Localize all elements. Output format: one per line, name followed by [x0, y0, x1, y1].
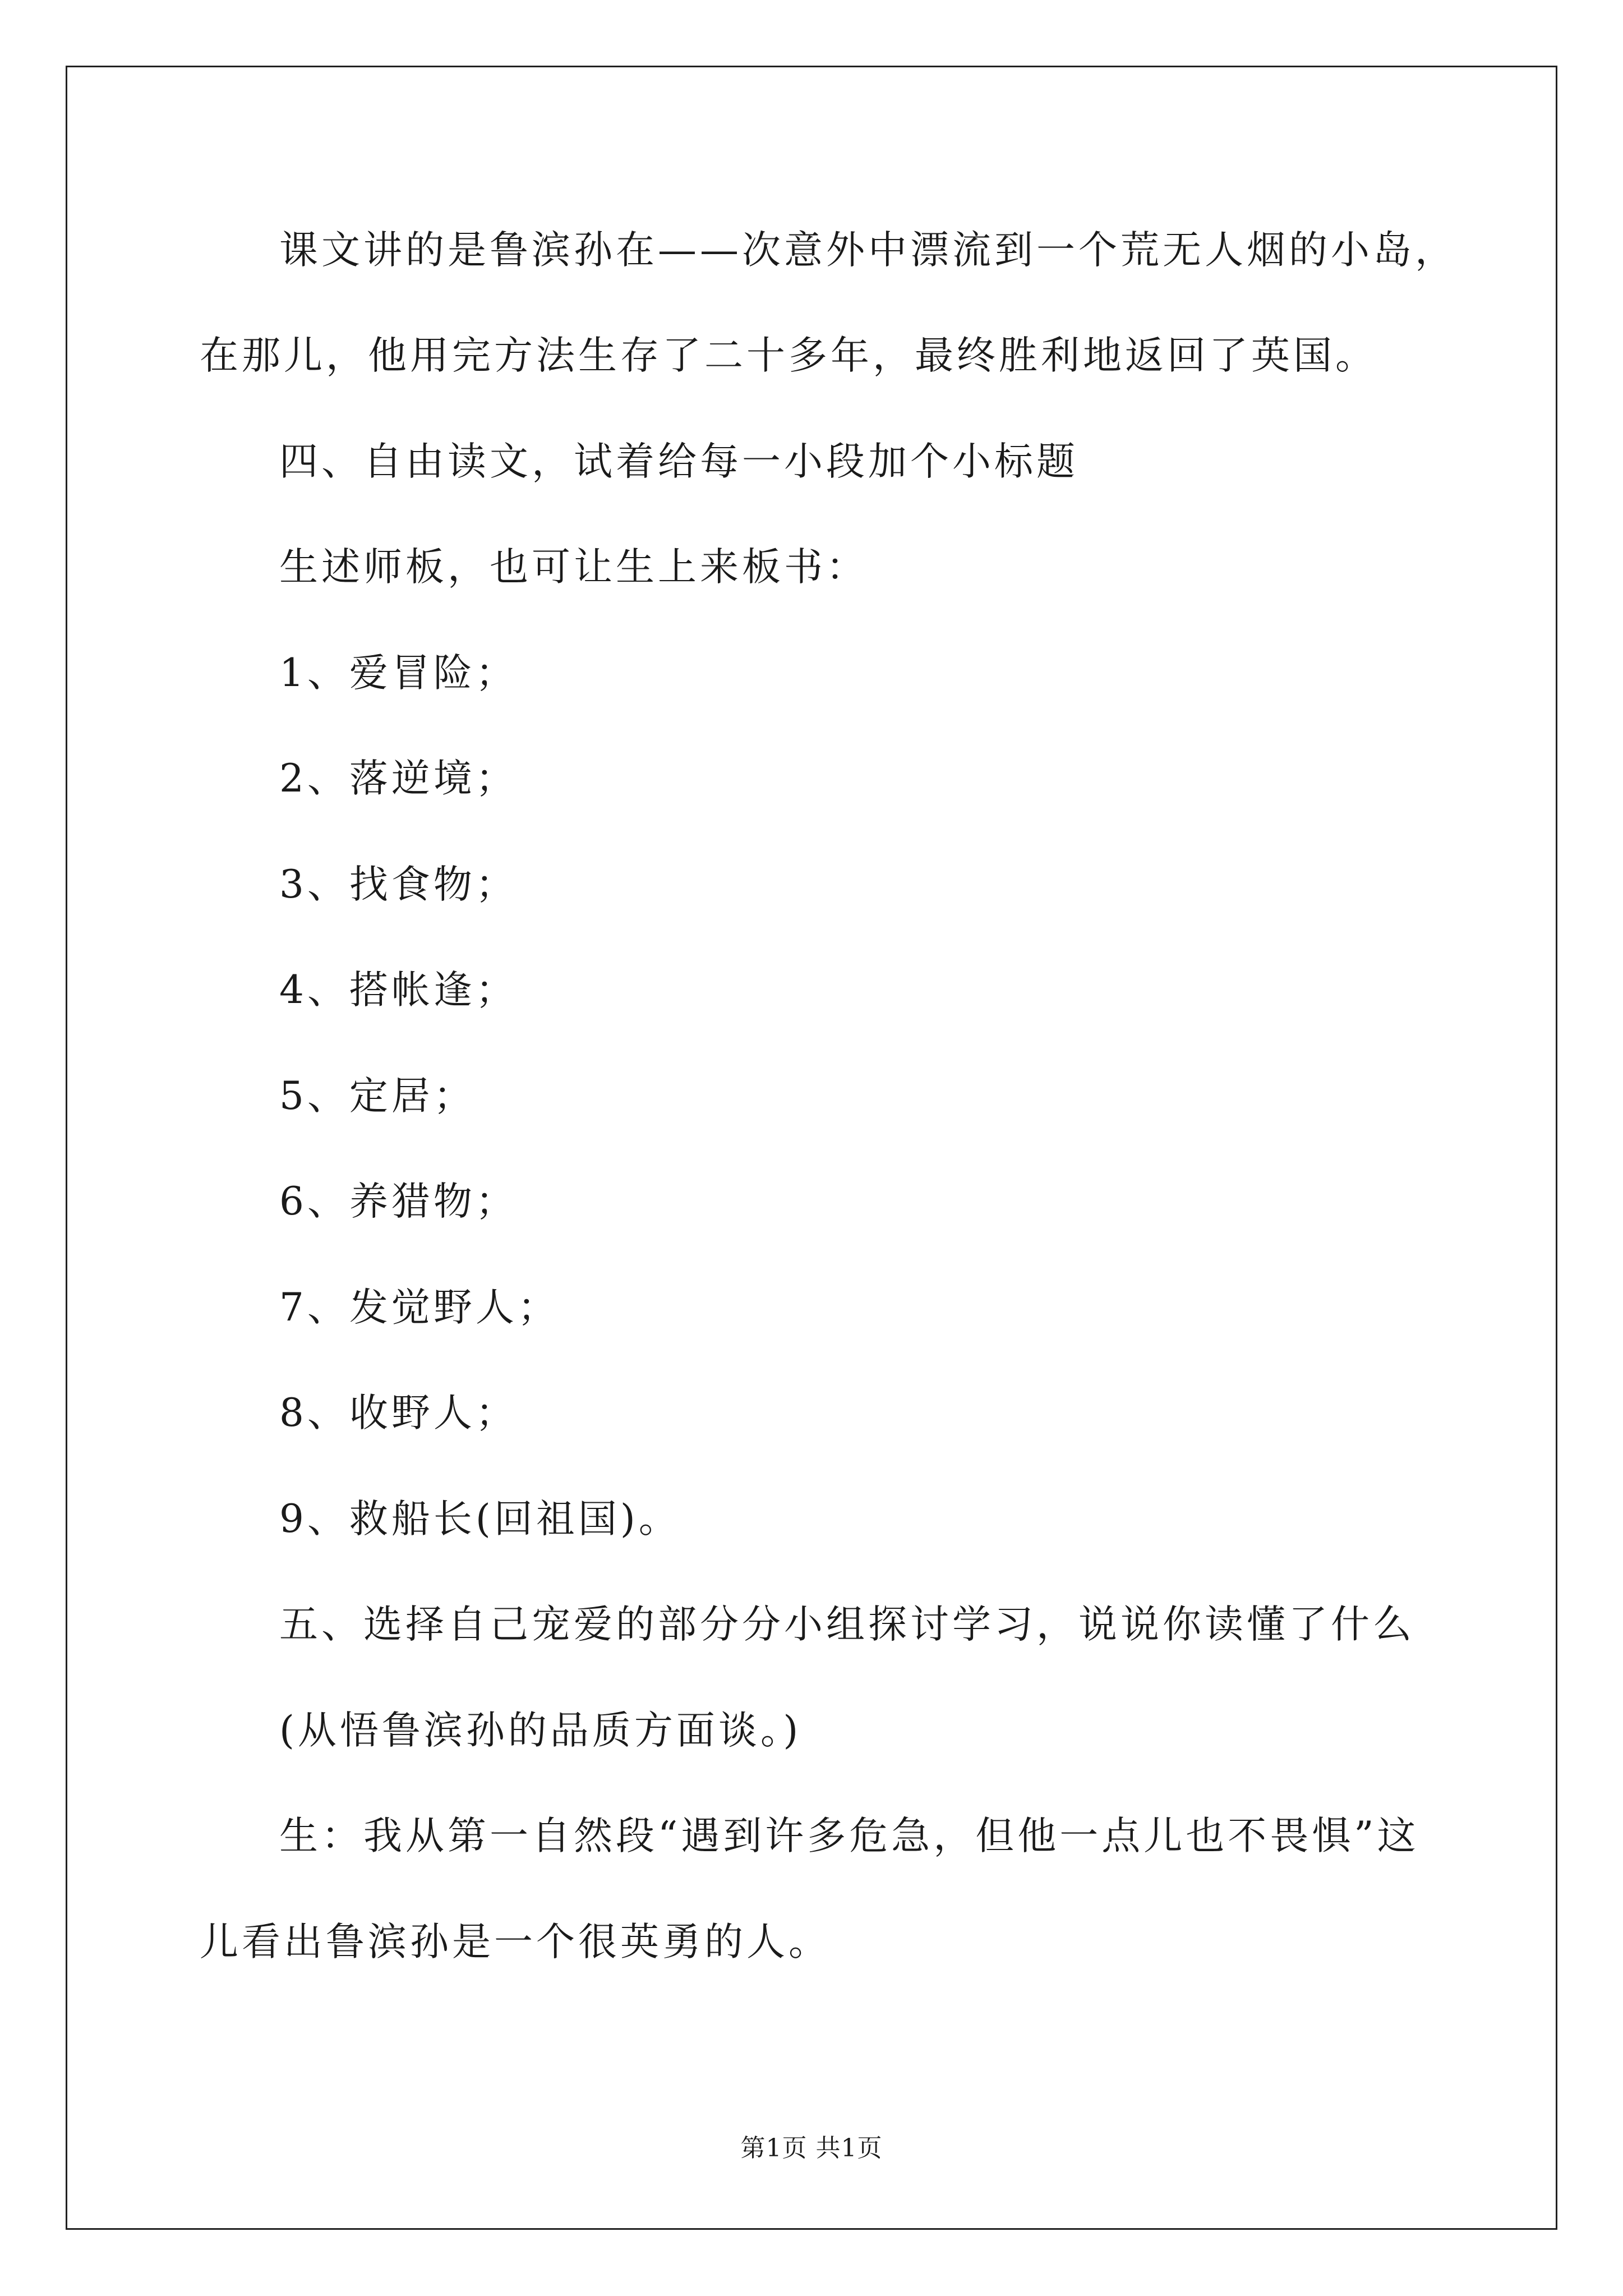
list-item-3: 3、找食物； — [279, 862, 518, 907]
list-item-7: 7、发觉野人； — [279, 1285, 560, 1330]
list-item-6: 6、养猎物； — [279, 1179, 518, 1224]
paragraph-1-continued: 在那儿，他用完方法生存了二十多年，最终胜利地返回了英国。 — [200, 333, 1377, 378]
section-heading-4: 四、自由读文，试着给每一小段加个小标题 — [279, 439, 1078, 484]
list-item-1: 1、爱冒险； — [279, 651, 518, 696]
list-item-9: 9、救船长(回祖国)。 — [279, 1497, 681, 1542]
list-item-5: 5、定居； — [279, 1074, 476, 1119]
paragraph-student-answer: 生：我从第一自然段“遇到许多危急，但他一点儿也不畏惧”这 — [279, 1814, 1419, 1858]
paragraph-student-answer-continued: 儿看出鲁滨孙是一个很英勇的人。 — [200, 1920, 831, 1964]
paragraph-instruction: 生述师板，也可让生上来板书： — [279, 545, 868, 590]
section-heading-5: 五、选择自己宠爱的部分分小组探讨学习，说说你读懂了什么 — [279, 1602, 1415, 1647]
page-footer: 第1页 共1页 — [740, 2134, 883, 2162]
paragraph-1: 课文讲的是鲁滨孙在——次意外中漂流到一个荒无人烟的小岛， — [279, 228, 1457, 273]
list-item-2: 2、落逆境； — [279, 756, 518, 801]
paragraph-note: (从悟鲁滨孙的品质方面谈。) — [279, 1708, 802, 1753]
list-item-8: 8、收野人； — [279, 1391, 518, 1435]
list-item-4: 4、搭帐逢； — [279, 968, 518, 1013]
